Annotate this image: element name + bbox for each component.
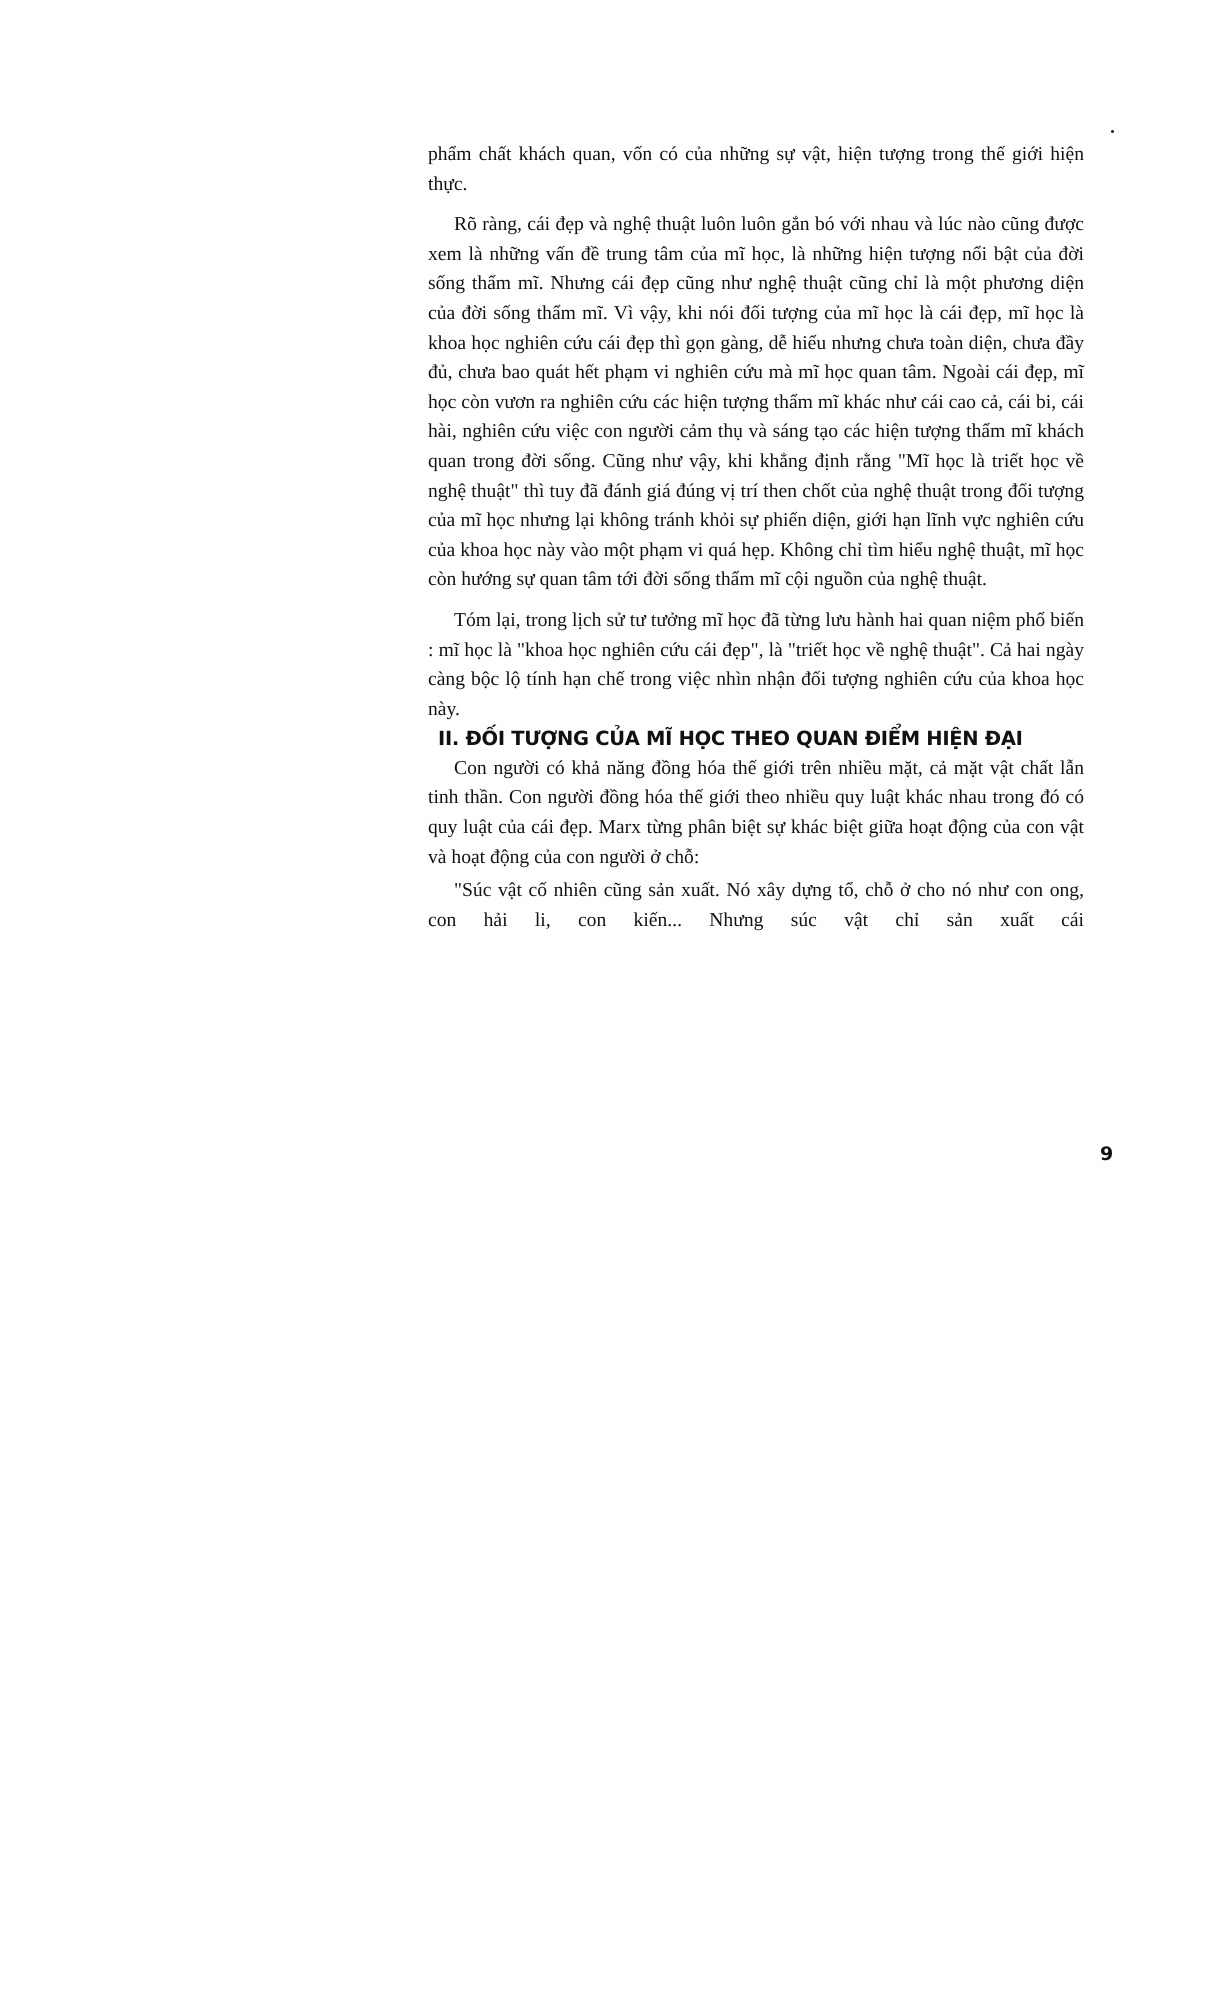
body-text	[428, 140, 1084, 935]
page-number: 9	[1100, 1143, 1114, 1165]
scan-speck	[1111, 130, 1114, 133]
paragraph-summary: Tóm lại, trong lịch sử tư tưởng mĩ học đã từng lưu hành hai quan niệm phổ biến : mĩ học là "khoa học nghiên cứu cái đẹp", là "triết học về nghệ thuật". Cả hai ngày càng bộc lộ tính hạn chế trong việc nhìn nhận đối tượng nghiên cứu của khoa học này.	[428, 609, 1084, 720]
paragraph-marx-quote: "Súc vật cố nhiên cũng sản xuất. Nó xây dựng tổ, chỗ ở cho nó như con ong, con hải li, con kiến... Nhưng súc vật chỉ sản xuất cái	[428, 880, 1084, 931]
paragraph-assimilation: Con người có khả năng đồng hóa thế giới trên nhiều mặt, cả mặt vật chất lẫn tinh thần. Con người đồng hóa thế giới theo nhiều quy luật khác nhau trong đó có quy luật của cái đẹp. Marx từng phân biệt sự khác biệt giữa hoạt động của con vật và hoạt động của con người ở chỗ:	[428, 757, 1084, 868]
section-heading: II. ĐỐI TƯỢNG CỦA MĨ HỌC THEO QUAN ĐIỂM HIỆN ĐẠI	[438, 727, 1023, 751]
paragraph-beauty-and-art: Rõ ràng, cái đẹp và nghệ thuật luôn luôn gắn bó với nhau và lúc nào cũng được xem là những vấn đề trung tâm của mĩ học, là những hiện tượng nổi bật của đời sống thẩm mĩ. Nhưng cái đẹp cũng như nghệ thuật cũng chỉ là một phương diện của đời sống thẩm mĩ. Vì vậy, khi nói đối tượng của mĩ học là cái đẹp, mĩ học là khoa học nghiên cứu cái đẹp thì gọn gàng, dễ hiểu nhưng chưa toàn diện, chưa đầy đủ, chưa bao quát hết phạm vi nghiên cứu mà mĩ học quan tâm. Ngoài cái đẹp, mĩ học còn vươn ra nghiên cứu các hiện tượng thẩm mĩ khác như cái cao cả, cái bi, cái hài, nghiên cứu việc con người cảm thụ và sáng tạo các hiện tượng thẩm mĩ khách quan trong đời sống. Cũng như vậy, khi khẳng định rằng "Mĩ học là triết học về nghệ thuật" thì tuy đã đánh giá đúng vị trí then chốt của nghệ thuật trong đối tượng của mĩ học nhưng lại không tránh khỏi sự phiến diện, giới hạn lĩnh vực nghiên cứu của khoa học này vào một phạm vi quá hẹp. Không chỉ tìm hiểu nghệ thuật, mĩ học còn hướng sự quan tâm tới đời sống thẩm mĩ cội nguồn của nghệ thuật.	[428, 214, 1084, 591]
paragraph-continuation: phẩm chất khách quan, vốn có của những sự vật, hiện tượng trong thế giới hiện thực.	[428, 144, 1084, 195]
